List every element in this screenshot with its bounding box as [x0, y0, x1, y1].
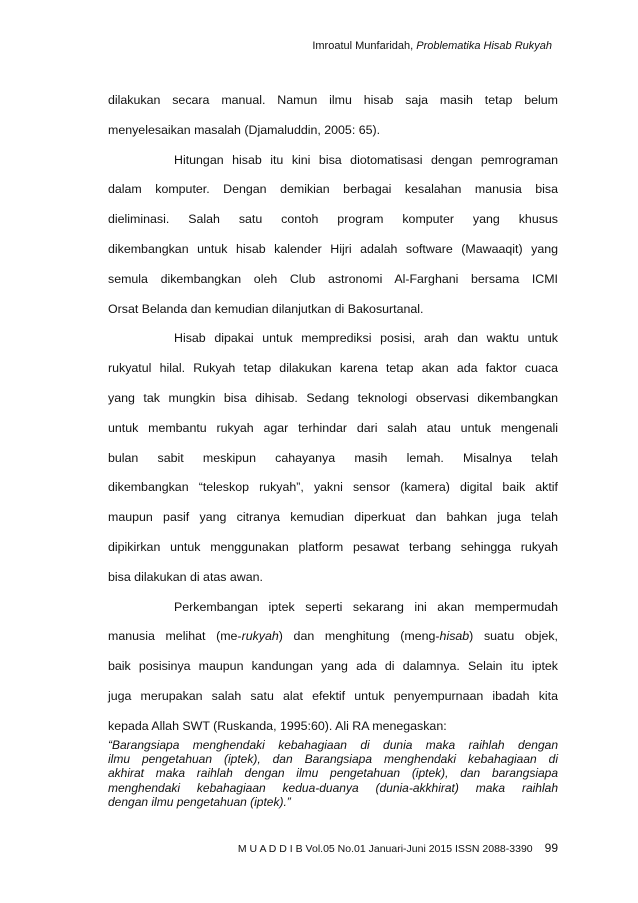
- paragraph-line: dilakukan secara manual. Namun ilmu hisab saja masih tetap belum: [108, 93, 558, 107]
- quote-line: menghendaki kebahagiaan kedua-duanya (dunia-akkhirat) maka raihlah: [108, 780, 558, 795]
- quote-line: ilmu pengetahuan (iptek), dan Barangsiapa menghendaki kebahagiaan di: [108, 752, 558, 767]
- paragraph-line: bisa dilakukan di atas awan.: [108, 569, 263, 584]
- paragraph-line: baik posisinya maupun kandungan yang ada di dalamnya. Selain itu iptek: [108, 659, 558, 674]
- journal-info: M U A D D I B Vol.05 No.01 Januari-Juni 2015 ISSN 2088-3390: [237, 843, 533, 855]
- paragraph-line: dipikirkan untuk menggunakan platform pesawat terbang sehingga rukyah: [108, 539, 558, 554]
- body-text: [108, 86, 558, 742]
- paragraph-line: Orsat Belanda dan kemudian dilanjutkan di Bakosurtanal.: [108, 301, 424, 316]
- paragraph-line: dalam komputer. Dengan demikian berbagai kesalahan manusia bisa: [108, 182, 558, 197]
- block-quote: [108, 738, 558, 809]
- quote-line: dengan ilmu pengetahuan (iptek).”: [108, 794, 291, 809]
- paragraph-line: Hitungan hisab itu kini bisa diotomatisasi dengan pemrograman: [174, 152, 558, 167]
- header-title: Problematika Hisab Rukyah: [416, 40, 552, 52]
- paragraph-line: [108, 622, 558, 652]
- text-run: ) suatu objek,: [469, 629, 558, 644]
- header-author: Imroatul Munfaridah,: [312, 40, 417, 52]
- paragraph-line: dikembangkan “teleskop rukyah”, yakni sensor (kamera) digital baik aktif: [108, 480, 558, 495]
- text-run: manusia melihat (me-: [108, 629, 242, 644]
- paragraph-line: dieliminasi. Salah satu contoh program komputer yang khusus: [108, 212, 558, 227]
- quote-line: “Barangsiapa menghendaki kebahagiaan di dunia maka raihlah dengan: [108, 738, 558, 752]
- quote-line: akhirat maka raihlah dengan ilmu pengetahuan (iptek), dan barangsiapa: [108, 766, 558, 781]
- paragraph-line: menyelesaikan masalah (Djamaluddin, 2005: 65).: [108, 122, 381, 137]
- text-run: ) dan menghitung (meng-: [278, 629, 440, 644]
- paragraph-line: bulan sabit meskipun cahayanya masih lemah. Misalnya telah: [108, 450, 558, 465]
- italic-term-rukyah: rukyah: [241, 629, 279, 644]
- paragraph-line: juga merupakan salah satu alat efektif untuk penyempurnaan ibadah kita: [108, 688, 558, 703]
- italic-term-hisab: hisab: [439, 629, 470, 644]
- paragraph-line: yang tak mungkin bisa dihisab. Sedang teknologi observasi dikembangkan: [108, 390, 558, 405]
- paragraph-line: Hisab dipakai untuk memprediksi posisi, arah dan waktu untuk: [174, 331, 558, 346]
- running-header: [312, 40, 552, 52]
- page-number: 99: [544, 841, 558, 855]
- paragraph-line: dikembangkan untuk hisab kalender Hijri adalah software (Mawaaqit) yang: [108, 241, 558, 256]
- paragraph-line: maupun pasif yang citranya kemudian diperkuat dan bahkan juga telah: [108, 510, 558, 525]
- paragraph-line: rukyatul hilal. Rukyah tetap dilakukan karena tetap akan ada faktor cuaca: [108, 361, 558, 376]
- paragraph-line: kepada Allah SWT (Ruskanda, 1995:60). Ali RA menegaskan:: [108, 718, 447, 733]
- page-footer: [238, 841, 558, 855]
- paragraph-line: Perkembangan iptek seperti sekarang ini akan mempermudah: [174, 599, 558, 614]
- paragraph-line: semula dikembangkan oleh Club astronomi Al-Farghani bersama ICMI: [108, 271, 558, 286]
- paragraph-line: untuk membantu rukyah agar terhindar dari salah atau untuk mengenali: [108, 420, 558, 435]
